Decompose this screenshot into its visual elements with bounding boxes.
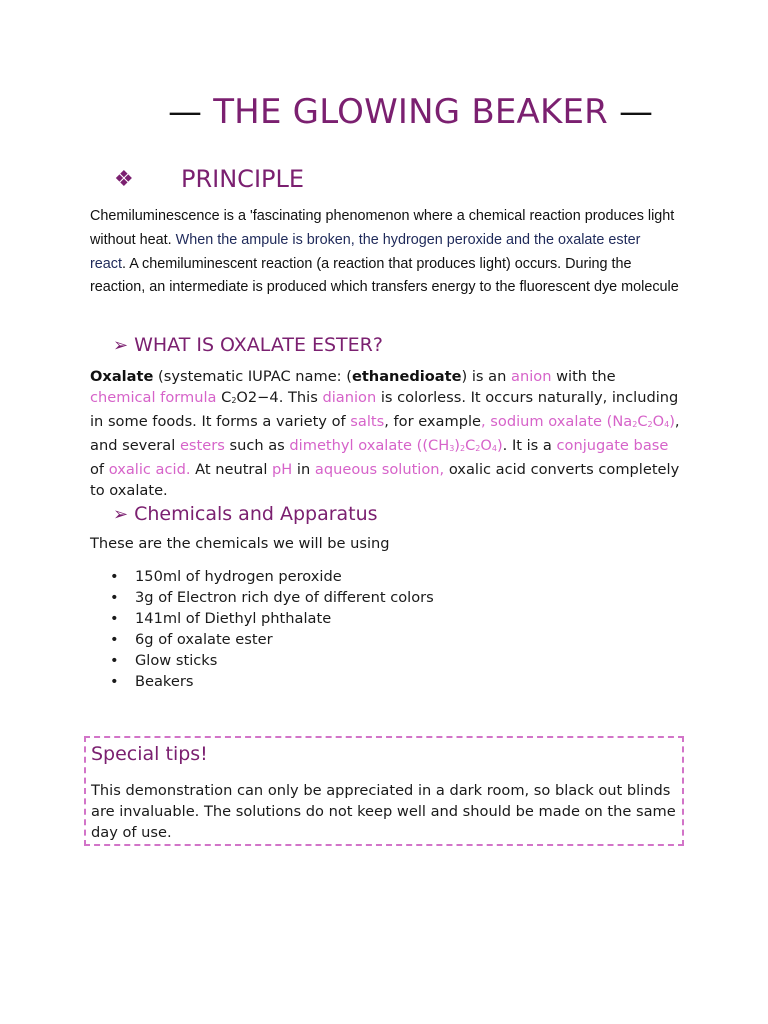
title-dash-left: — [168,92,203,132]
list-item-text: Glow sticks [135,652,218,669]
formula-subscript: 2 [475,444,481,453]
list-item [90,608,434,629]
link-dianion[interactable]: dianion [322,389,377,406]
list-item-text: 6g of oxalate ester [135,631,273,648]
oxalate-text: of [90,461,109,478]
formula-text: C [216,389,232,406]
link-sodium-oxalate[interactable] [481,413,675,430]
link-dimethyl-oxalate[interactable] [289,437,502,454]
link-text: C [465,437,476,454]
principle-text-1: Chemiluminescence is a 'fascinating phenomenon where a chemical reaction produces light without heat. [90,208,675,248]
title-dash-right: — [619,92,654,132]
title-text: THE GLOWING BEAKER [213,92,608,132]
principle-paragraph [90,205,680,300]
oxalate-paragraph [90,366,680,501]
formula-subscript: 2 [231,396,237,405]
link-text: O [480,437,492,454]
list-item-text: Beakers [135,673,194,690]
formula-subscript: 2 [632,420,638,429]
special-tips-body: This demonstration can only be appreciated in a dark room, so black out blinds are invaluable. The solutions do not keep well and should be made on the same day of use. [91,782,676,841]
link-text: O [652,413,665,430]
list-item [90,671,434,692]
oxalate-text: , for example [384,413,482,430]
arrow-bullet-icon: ➢ [113,504,129,525]
arrow-bullet-icon: ➢ [113,335,129,356]
bullet-icon: • [110,631,119,648]
oxalate-term: Oxalate [90,368,154,385]
chemicals-intro: These are the chemicals we will be using [90,535,390,552]
link-text: ) [669,413,675,430]
list-item-text: 3g of Electron rich dye of different colors [135,589,434,606]
principle-text-2: When the ampule is broken, the hydrogen peroxide and the oxalate ester react [90,231,641,272]
page-title [168,92,653,132]
bullet-icon: • [110,652,119,669]
formula-subscript: 4 [491,444,497,453]
oxalate-text: with the [551,368,616,385]
formula-subscript: 2 [647,420,653,429]
link-chemical-formula[interactable]: chemical formula [90,389,217,406]
list-item [90,587,434,608]
bullet-icon: • [110,589,119,606]
special-tips-title: Special tips! [91,743,208,765]
oxalate-text: At neutral [190,461,273,478]
oxalate-text: (systematic IUPAC name: ( [153,368,352,385]
list-item-text: 141ml of Diethyl phthalate [135,610,332,627]
link-text: ) [454,437,460,454]
oxalate-text: such as [224,437,290,454]
list-item [90,629,434,650]
iupac-name: ethanedioate [351,368,462,385]
principle-heading-text: PRINCIPLE [181,165,305,193]
link-anion[interactable]: anion [511,368,552,385]
link-oxalic-acid[interactable]: oxalic acid. [108,461,191,478]
special-tips-box [84,736,684,846]
chemicals-heading [113,503,378,525]
link-text: dimethyl oxalate ((CH [289,437,450,454]
formula-subscript: 3 [449,444,455,453]
oxalate-text: , and several [90,413,680,454]
chemicals-heading-text: Chemicals and Apparatus [134,503,378,525]
link-text: C [637,413,648,430]
list-item [90,650,434,671]
principle-text-3: . A chemiluminescent reaction (a reaction that produces light) occurs. During the reaction, an intermediate is produced which transfers energy to the fluorescent dye molecule [90,255,679,296]
link-text: , sodium oxalate (Na [481,413,633,430]
oxalate-text: . It is a [502,437,557,454]
link-esters[interactable]: esters [179,437,225,454]
formula-subscript: 2 [459,444,466,453]
formula-subscript: 4 [664,420,670,429]
link-text: ) [496,437,503,454]
list-item-text: 150ml of hydrogen peroxide [135,568,342,585]
link-aqueous-solution[interactable]: aqueous solution, [314,461,445,478]
oxalate-heading-text: WHAT IS OXALATE ESTER? [134,334,383,356]
oxalate-text: ) is an [461,368,512,385]
bullet-icon: • [110,673,119,690]
oxalate-text: . This [278,389,323,406]
oxalate-heading [113,334,383,356]
diamond-bullet-icon: ❖ [114,167,134,192]
link-salts[interactable]: salts [350,413,385,430]
formula-text: O2−4 [236,389,279,406]
oxalate-text: is colorless. It occurs naturally, including in some foods. It forms a variety of [90,389,679,430]
link-conjugate-base[interactable]: conjugate base [556,437,669,454]
chemicals-list [90,566,434,692]
oxalate-text: oxalic acid converts completely to oxalate. [90,461,680,499]
link-ph[interactable]: pH [272,461,293,478]
oxalate-text: in [292,461,315,478]
bullet-icon: • [110,610,119,627]
list-item [90,566,434,587]
bullet-icon: • [110,568,119,585]
